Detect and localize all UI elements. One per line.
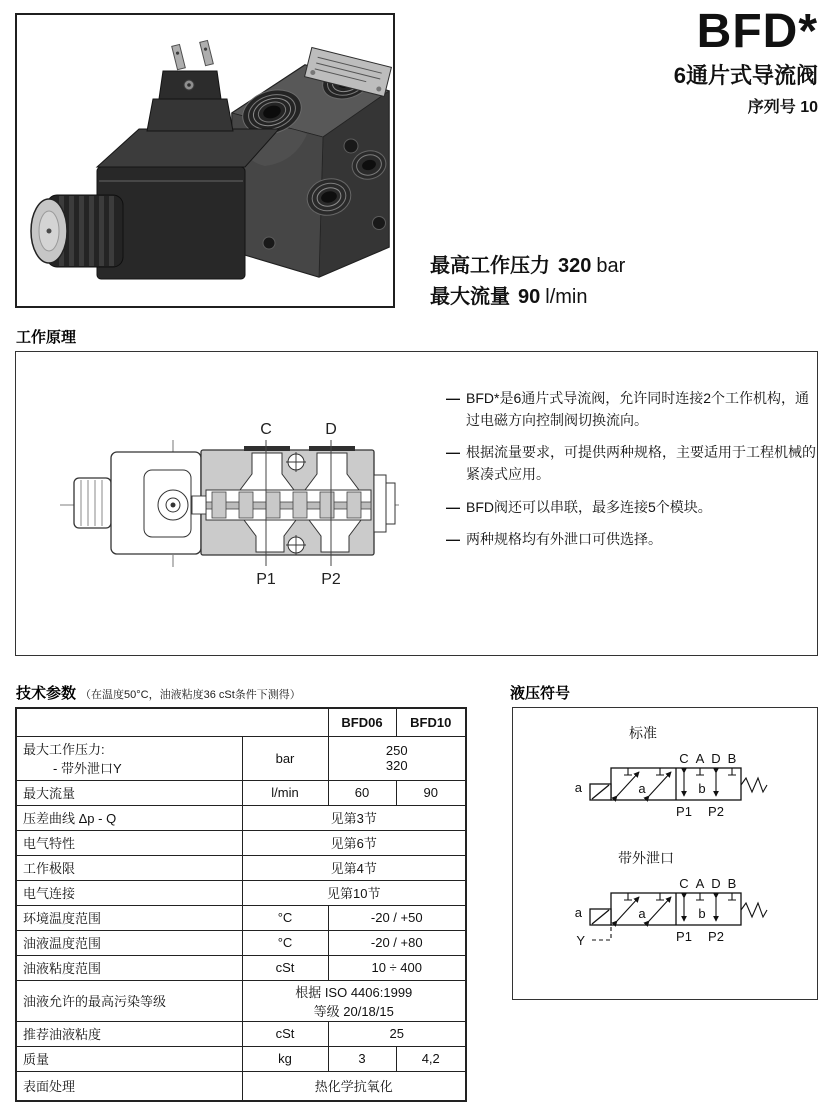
din-connector (147, 40, 233, 131)
hydraulic-symbol-standard (590, 768, 767, 800)
column-header-bfd06: BFD06 (328, 708, 396, 736)
param-label: 环境温度范围 (16, 905, 242, 930)
position-b-label: b (698, 781, 706, 796)
key-specs (430, 251, 625, 313)
position-a-label: a (638, 781, 646, 796)
param-label: 最大工作压力: - 带外泄口Y (16, 736, 242, 780)
param-label: 工作极限 (16, 855, 242, 880)
working-principle-title: 工作原理 (16, 329, 77, 346)
bullet-item: — 两种规格均有外泄口可供选择。 (446, 531, 662, 548)
param-value: 根据 ISO 4406:1999 等级 20/18/15 (242, 980, 466, 1021)
column-header-bfd10: BFD10 (396, 708, 466, 736)
manual-override-knob (31, 195, 123, 267)
port-label-p2: P2 (708, 929, 724, 944)
port-label-p1: P1 (676, 929, 692, 944)
param-label: 电气特性 (16, 830, 242, 855)
table-row (16, 780, 466, 805)
bullet-item: — 根据流量要求，可提供两种规格，主要适用于工程机械的紧凑式应用。 (446, 444, 816, 483)
port-label-p2: P2 (321, 571, 341, 588)
hydraulic-symbols-panel (512, 707, 818, 1000)
working-principle-bullets (446, 388, 818, 562)
tech-params-title: 技术参数 （在温度50°C，油液粘度36 cSt条件下测得） (16, 685, 301, 702)
port-label-a: A (695, 751, 705, 766)
port-label-a: A (695, 876, 705, 891)
param-value: 10 ÷ 400 (328, 955, 466, 980)
hydraulic-symbols-drawing (513, 708, 816, 998)
bolt-hole (344, 139, 358, 153)
port-label-c: C (679, 751, 689, 766)
port-label-d: D (711, 876, 721, 891)
drain-port-label-y: Y (576, 933, 585, 948)
table-row (16, 980, 466, 1021)
param-unit: cSt (242, 1021, 328, 1046)
drain-line (591, 927, 611, 940)
diagram-body (192, 446, 395, 555)
param-label: 油液粘度范围 (16, 955, 242, 980)
table-row (16, 830, 466, 855)
param-value-bfd06: 60 (328, 780, 396, 805)
port-label-d: D (325, 421, 337, 438)
table-row (16, 1021, 466, 1046)
product-model: BFD* (696, 5, 818, 58)
table-row (16, 736, 466, 780)
param-label: 表面处理 (16, 1071, 242, 1101)
port-label-d: D (711, 751, 721, 766)
port-label-p2: P2 (708, 804, 724, 819)
position-b-label: b (698, 906, 706, 921)
param-unit: °C (242, 930, 328, 955)
max-pressure-line: 最高工作压力 320 bar (430, 255, 626, 277)
position-a-label: a (638, 906, 646, 921)
param-value: 见第6节 (242, 830, 466, 855)
port-label-c: C (679, 876, 689, 891)
port-label-c: C (260, 421, 272, 438)
param-value: -20 / +80 (328, 930, 466, 955)
product-subtitle: 6通片式导流阀 (673, 63, 818, 88)
param-label: 最大流量 (16, 780, 242, 805)
table-row (16, 955, 466, 980)
valve-cross-section-diagram (46, 404, 446, 604)
working-principle-box (15, 351, 818, 656)
table-row (16, 1071, 466, 1101)
param-value: 热化学抗氧化 (242, 1071, 466, 1101)
param-value-bfd10: 90 (396, 780, 466, 805)
param-value: 见第3节 (242, 805, 466, 830)
standard-symbol-label: 标准 (629, 725, 657, 741)
bullet-item: — BFD阀还可以串联，最多连接5个模块。 (446, 498, 712, 515)
table-row (16, 855, 466, 880)
param-value: 25 (328, 1021, 466, 1046)
bullet-item: — BFD*是6通片式导流阀，允许同时连接2个工作机构，通过电磁方向控制阀切换流向。 (446, 390, 810, 428)
series-number: 序列号 10 (747, 99, 818, 116)
param-unit: bar (242, 736, 328, 780)
param-label: 电气连接 (16, 880, 242, 905)
hydraulic-symbols-title: 液压符号 (510, 685, 571, 702)
port-label-b: B (727, 751, 737, 766)
title-block (673, 5, 818, 117)
max-flow-line: 最大流量 90 l/min (430, 286, 588, 308)
param-value: -20 / +50 (328, 905, 466, 930)
header-blank-cell (16, 708, 328, 736)
param-value-bfd06: 3 (328, 1046, 396, 1071)
table-row (16, 930, 466, 955)
tech-params-table (15, 707, 467, 1102)
port-label-p1: P1 (256, 571, 276, 588)
param-label: 油液温度范围 (16, 930, 242, 955)
port-label-p1: P1 (676, 804, 692, 819)
bolt-hole (373, 217, 386, 230)
param-value: 见第4节 (242, 855, 466, 880)
table-row (16, 805, 466, 830)
solenoid-label: a (574, 780, 582, 795)
param-unit: °C (242, 905, 328, 930)
param-label: 质量 (16, 1046, 242, 1071)
table-header-row (16, 708, 466, 736)
solenoid-label: a (574, 905, 582, 920)
tech-params-note: （在温度50°C，油液粘度36 cSt条件下测得） (80, 689, 301, 701)
diagram-knob (74, 478, 111, 528)
param-unit: kg (242, 1046, 328, 1071)
bolt-hole (263, 237, 275, 249)
table-row (16, 880, 466, 905)
param-value: 见第10节 (242, 880, 466, 905)
diagram-solenoid (111, 452, 201, 554)
product-photo-illustration (17, 15, 393, 306)
table-row (16, 1046, 466, 1071)
port-label-b: B (727, 876, 737, 891)
param-label: 推荐油液粘度 (16, 1021, 242, 1046)
param-unit: cSt (242, 955, 328, 980)
param-label: 压差曲线 Δp - Q (16, 805, 242, 830)
param-value-bfd10: 4,2 (396, 1046, 466, 1071)
param-value: 250 320 (328, 736, 466, 780)
drain-symbol-label: 带外泄口 (618, 850, 674, 866)
table-row (16, 905, 466, 930)
param-unit: l/min (242, 780, 328, 805)
product-photo-panel (15, 13, 395, 308)
param-label: 油液允许的最高污染等级 (16, 980, 242, 1021)
